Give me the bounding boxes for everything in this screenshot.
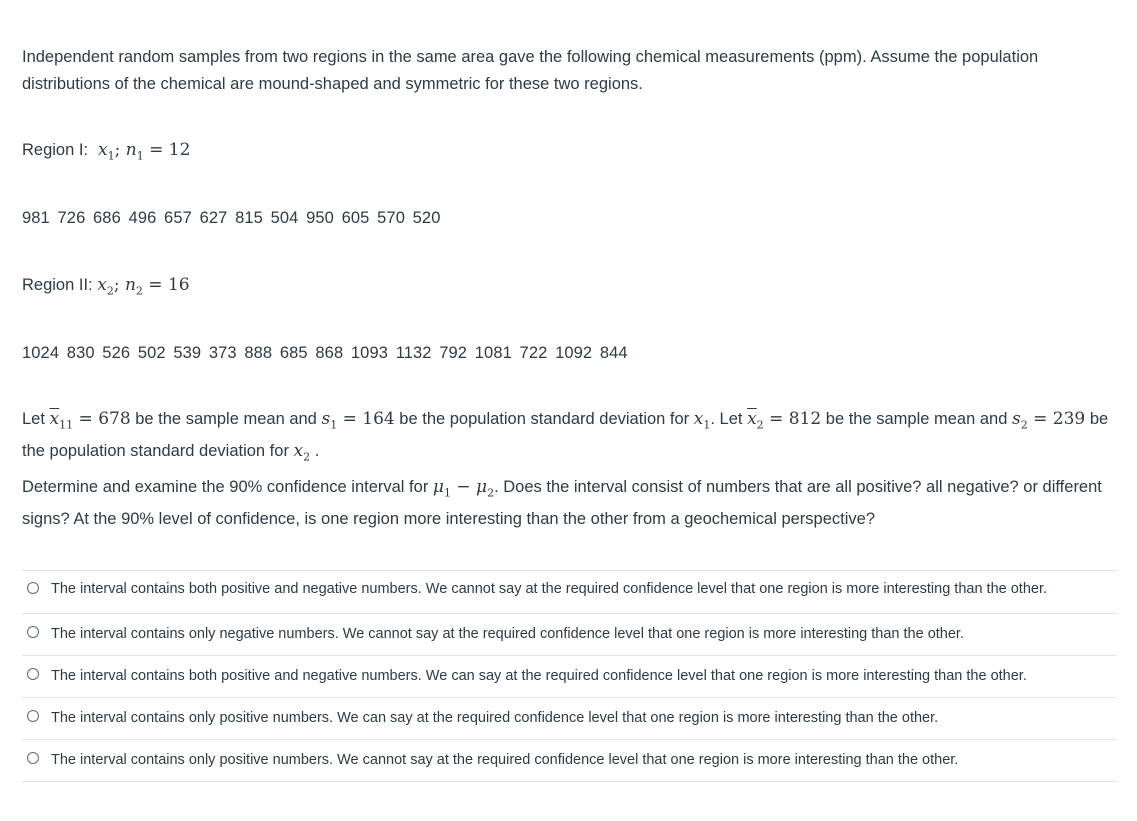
region2-heading: [22, 273, 190, 303]
answer-option-5[interactable]: [22, 740, 1117, 782]
radio-button[interactable]: [27, 626, 39, 638]
answer-option-label: The interval contains only positive numbers. We cannot say at the required confidence level that one region is more interesting than the other.: [51, 752, 959, 768]
question-text: Determine and examine the 90% confidence interval for $\mu_1 - \mu_2$. Does the interval consist of numbers that are all positive? all negative? or different signs? At the 90% level of confidence, is one region more interesting than the other from a geochemical perspective?: [22, 477, 1102, 529]
region2-data: 1024 830 526 502 539 373 888 685 868 1093 1132 792 1081 722 1092 844: [22, 344, 628, 362]
region1-data: 981 726 686 496 657 627 815 504 950 605 570 520: [22, 209, 441, 227]
radio-button[interactable]: [27, 752, 39, 764]
stats-text: Let $\overline{x}_{11} = 678$ be the sample mean and $s_1 = 164$ be the population standard deviation for $x_1$. Let $\overline{x}_2 = 812$ be the sample mean and $s_2 = 239$ be the population standard deviation for $x_2$ .: [22, 409, 1109, 464]
radio-button[interactable]: [27, 582, 39, 594]
answer-option-4[interactable]: [22, 698, 1117, 740]
intro-text: Independent random samples from two regions in the same area gave the following chemical measurements (ppm). Assume the population distributions of the chemical are mound-shaped and symmetric for these two regions.: [22, 48, 1039, 93]
answer-option-2[interactable]: [22, 614, 1117, 656]
region1-heading: [22, 138, 190, 168]
answer-option-label: The interval contains both positive and negative numbers. We can say at the required confidence level that one region is more interesting than the other.: [51, 668, 1027, 684]
region2-math: $x_2$; $n_2 = 16$: [97, 275, 190, 298]
radio-button[interactable]: [27, 710, 39, 722]
radio-button[interactable]: [27, 668, 39, 680]
region2-label: Region II:: [22, 276, 93, 294]
answer-option-label: The interval contains only positive numbers. We can say at the required confidence level that one region is more interesting than the other.: [51, 710, 939, 726]
answer-option-1[interactable]: [22, 571, 1117, 614]
region1-math: $x_1$; $n_1 = 12$: [98, 140, 191, 163]
answer-option-label: The interval contains both positive and negative numbers. We cannot say at the required confidence level that one region is more interesting than the other.: [51, 581, 1048, 597]
region1-label: Region I:: [22, 141, 89, 159]
answer-options: [22, 570, 1117, 782]
answer-option-label: The interval contains only negative numbers. We cannot say at the required confidence level that one region is more interesting than the other.: [51, 626, 964, 642]
answer-option-3[interactable]: [22, 656, 1117, 698]
